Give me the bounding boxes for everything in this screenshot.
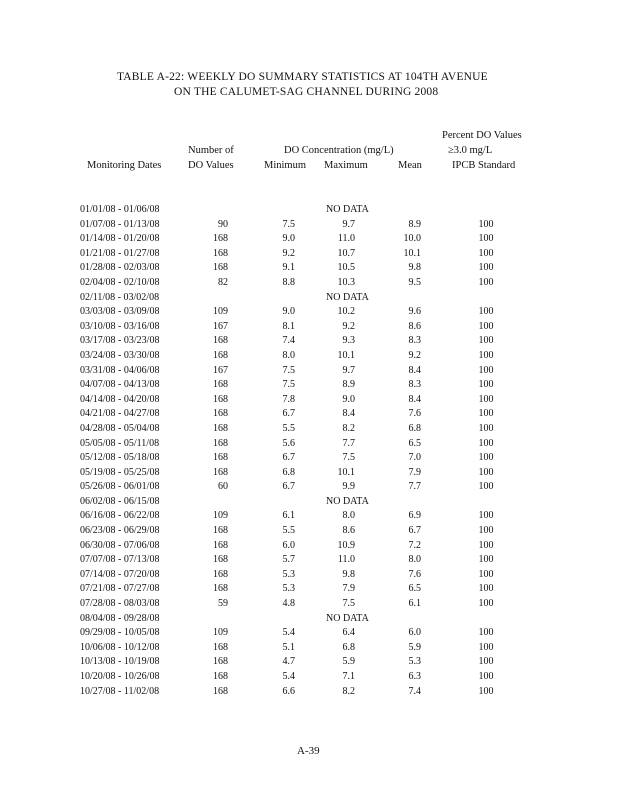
- monitoring-dates-cell: 07/14/08 - 07/20/08: [80, 568, 160, 580]
- minimum-cell: 7.5: [282, 218, 295, 230]
- minimum-cell: 6.6: [282, 685, 295, 697]
- maximum-cell: 7.9: [342, 583, 355, 595]
- maximum-cell: 10.7: [337, 247, 355, 259]
- data-table-body: [0, 203, 618, 699]
- mean-cell: 7.6: [408, 408, 421, 420]
- monitoring-dates-cell: 07/28/08 - 08/03/08: [80, 598, 160, 610]
- table-row: [0, 407, 618, 422]
- monitoring-dates-cell: 10/06/08 - 10/12/08: [80, 641, 160, 653]
- table-row: [0, 509, 618, 524]
- table-row: [0, 480, 618, 495]
- maximum-cell: 7.5: [342, 598, 355, 610]
- table-title-line-1: TABLE A-22: WEEKLY DO SUMMARY STATISTICS AT 104TH AVENUE: [117, 71, 488, 83]
- number-of-values-cell: 168: [213, 379, 228, 391]
- maximum-cell: 5.9: [342, 656, 355, 668]
- mean-cell: 8.6: [408, 320, 421, 332]
- table-row: [0, 320, 618, 335]
- percent-standard-cell: 100: [478, 466, 494, 478]
- number-of-values-cell: 90: [218, 218, 228, 230]
- number-of-values-cell: 168: [213, 393, 228, 405]
- number-of-values-cell: 109: [213, 627, 228, 639]
- number-of-values-cell: 168: [213, 408, 228, 420]
- minimum-cell: 9.2: [282, 247, 295, 259]
- monitoring-dates-cell: 03/24/08 - 03/30/08: [80, 349, 160, 361]
- percent-standard-cell: 100: [478, 568, 494, 580]
- monitoring-dates-cell: 06/02/08 - 06/15/08: [80, 495, 160, 507]
- maximum-cell: 9.8: [342, 568, 355, 580]
- table-row: [0, 364, 618, 379]
- mean-cell: 6.8: [408, 422, 421, 434]
- number-of-values-cell: 59: [218, 598, 228, 610]
- percent-standard-cell: 100: [478, 408, 494, 420]
- table-row: [0, 495, 618, 510]
- table-row: [0, 393, 618, 408]
- monitoring-dates-cell: 01/28/08 - 02/03/08: [80, 262, 160, 274]
- monitoring-dates-cell: 07/21/08 - 07/27/08: [80, 583, 160, 595]
- percent-standard-cell: 100: [478, 393, 494, 405]
- minimum-cell: 6.1: [282, 510, 295, 522]
- monitoring-dates-cell: 05/05/08 - 05/11/08: [80, 437, 160, 449]
- minimum-cell: 9.0: [282, 306, 295, 318]
- minimum-cell: 4.7: [282, 656, 295, 668]
- table-row: [0, 582, 618, 597]
- mean-cell: 10.0: [403, 233, 421, 245]
- minimum-cell: 5.3: [282, 568, 295, 580]
- monitoring-dates-cell: 08/04/08 - 09/28/08: [80, 612, 160, 624]
- header-percent-line-1: Percent DO Values: [442, 130, 522, 141]
- percent-standard-cell: 100: [478, 437, 494, 449]
- mean-cell: 6.9: [408, 510, 421, 522]
- header-number-line-1: Number of: [188, 145, 234, 156]
- header-minimum: Minimum: [264, 160, 307, 171]
- number-of-values-cell: 167: [213, 364, 228, 376]
- minimum-cell: 5.1: [282, 641, 295, 653]
- minimum-cell: 5.7: [282, 554, 295, 566]
- percent-standard-cell: 100: [478, 247, 494, 259]
- header-number-line-2: DO Values: [188, 160, 234, 171]
- mean-cell: 7.9: [408, 466, 421, 478]
- mean-cell: 6.0: [408, 627, 421, 639]
- table-row: [0, 466, 618, 481]
- monitoring-dates-cell: 04/21/08 - 04/27/08: [80, 408, 160, 420]
- mean-cell: 9.5: [408, 276, 421, 288]
- maximum-cell: 9.0: [342, 393, 355, 405]
- table-row: [0, 612, 618, 627]
- number-of-values-cell: 168: [213, 437, 228, 449]
- number-of-values-cell: 168: [213, 539, 228, 551]
- maximum-cell: 10.2: [337, 306, 355, 318]
- monitoring-dates-cell: 01/07/08 - 01/13/08: [80, 218, 160, 230]
- maximum-cell: 9.3: [342, 335, 355, 347]
- number-of-values-cell: 60: [218, 481, 228, 493]
- percent-standard-cell: 100: [478, 335, 494, 347]
- mean-cell: 9.6: [408, 306, 421, 318]
- percent-standard-cell: 100: [478, 510, 494, 522]
- monitoring-dates-cell: 02/11/08 - 03/02/08: [80, 291, 160, 303]
- percent-standard-cell: 100: [478, 481, 494, 493]
- mean-cell: 8.3: [408, 379, 421, 391]
- maximum-cell: 7.7: [342, 437, 355, 449]
- minimum-cell: 8.1: [282, 320, 295, 332]
- maximum-cell: 8.4: [342, 408, 355, 420]
- mean-cell: 9.2: [408, 349, 421, 361]
- percent-standard-cell: 100: [478, 685, 494, 697]
- table-row: [0, 305, 618, 320]
- maximum-cell: 7.1: [342, 671, 355, 682]
- maximum-cell: 9.7: [342, 364, 355, 376]
- mean-cell: 6.5: [408, 583, 421, 595]
- monitoring-dates-cell: 01/14/08 - 01/20/08: [80, 233, 160, 245]
- monitoring-dates-cell: 10/27/08 - 11/02/08: [80, 685, 160, 697]
- monitoring-dates-cell: 03/17/08 - 03/23/08: [80, 335, 160, 347]
- maximum-cell: 11.0: [337, 554, 355, 566]
- table-row: [0, 626, 618, 641]
- percent-standard-cell: 100: [478, 218, 494, 230]
- number-of-values-cell: 168: [213, 422, 228, 434]
- monitoring-dates-cell: 06/30/08 - 07/06/08: [80, 539, 160, 551]
- minimum-cell: 8.8: [282, 276, 295, 288]
- maximum-cell: 8.6: [342, 525, 355, 537]
- number-of-values-cell: 168: [213, 452, 228, 464]
- table-row: [0, 670, 618, 685]
- monitoring-dates-cell: 07/07/08 - 07/13/08: [80, 554, 160, 566]
- number-of-values-cell: 168: [213, 641, 228, 653]
- mean-cell: 7.0: [408, 452, 421, 464]
- percent-standard-cell: 100: [478, 525, 494, 537]
- monitoring-dates-cell: 09/29/08 - 10/05/08: [80, 627, 160, 639]
- monitoring-dates-cell: 02/04/08 - 02/10/08: [80, 276, 160, 288]
- no-data-cell: NO DATA: [326, 291, 369, 303]
- maximum-cell: 6.8: [342, 641, 355, 653]
- number-of-values-cell: 168: [213, 656, 228, 668]
- mean-cell: 8.3: [408, 335, 421, 347]
- table-row: [0, 437, 618, 452]
- mean-cell: 7.4: [408, 685, 421, 697]
- monitoring-dates-cell: 10/13/08 - 10/19/08: [80, 656, 160, 668]
- table-row: [0, 451, 618, 466]
- monitoring-dates-cell: 03/31/08 - 04/06/08: [80, 364, 160, 376]
- percent-standard-cell: 100: [478, 452, 494, 464]
- mean-cell: 5.9: [408, 641, 421, 653]
- table-title-line-2: ON THE CALUMET-SAG CHANNEL DURING 2008: [174, 86, 439, 98]
- number-of-values-cell: 167: [213, 320, 228, 332]
- minimum-cell: 8.0: [282, 349, 295, 361]
- percent-standard-cell: 100: [478, 627, 494, 639]
- table-row: [0, 218, 618, 233]
- minimum-cell: 6.7: [282, 481, 295, 493]
- percent-standard-cell: 100: [478, 349, 494, 361]
- maximum-cell: 11.0: [337, 233, 355, 245]
- percent-standard-cell: 100: [478, 276, 494, 288]
- monitoring-dates-cell: 01/01/08 - 01/06/08: [80, 204, 160, 215]
- minimum-cell: 5.4: [282, 671, 295, 682]
- maximum-cell: 9.2: [342, 320, 355, 332]
- table-row: [0, 553, 618, 568]
- monitoring-dates-cell: 03/10/08 - 03/16/08: [80, 320, 160, 332]
- number-of-values-cell: 168: [213, 554, 228, 566]
- number-of-values-cell: 82: [218, 276, 228, 288]
- percent-standard-cell: 100: [478, 320, 494, 332]
- mean-cell: 9.8: [408, 262, 421, 274]
- percent-standard-cell: 100: [478, 583, 494, 595]
- header-monitoring-dates: Monitoring Dates: [87, 160, 162, 171]
- mean-cell: 7.2: [408, 539, 421, 551]
- percent-standard-cell: 100: [478, 364, 494, 376]
- minimum-cell: 7.5: [282, 364, 295, 376]
- percent-standard-cell: 100: [478, 641, 494, 653]
- table-row: [0, 539, 618, 554]
- maximum-cell: 8.2: [342, 422, 355, 434]
- number-of-values-cell: 168: [213, 247, 228, 259]
- minimum-cell: 5.5: [282, 525, 295, 537]
- maximum-cell: 8.0: [342, 510, 355, 522]
- number-of-values-cell: 168: [213, 233, 228, 245]
- percent-standard-cell: 100: [478, 656, 494, 668]
- mean-cell: 7.6: [408, 568, 421, 580]
- monitoring-dates-cell: 06/16/08 - 06/22/08: [80, 510, 160, 522]
- monitoring-dates-cell: 04/28/08 - 05/04/08: [80, 422, 160, 434]
- monitoring-dates-cell: 01/21/08 - 01/27/08: [80, 247, 160, 259]
- table-row: [0, 685, 618, 700]
- percent-standard-cell: 100: [478, 671, 494, 682]
- monitoring-dates-cell: 04/14/08 - 04/20/08: [80, 393, 160, 405]
- header-maximum: Maximum: [324, 160, 368, 171]
- percent-standard-cell: 100: [478, 233, 494, 245]
- minimum-cell: 5.4: [282, 627, 295, 639]
- minimum-cell: 5.3: [282, 583, 295, 595]
- monitoring-dates-cell: 05/12/08 - 05/18/08: [80, 452, 160, 464]
- mean-cell: 8.4: [408, 393, 421, 405]
- minimum-cell: 6.7: [282, 452, 295, 464]
- number-of-values-cell: 168: [213, 685, 228, 697]
- minimum-cell: 5.6: [282, 437, 295, 449]
- monitoring-dates-cell: 06/23/08 - 06/29/08: [80, 525, 160, 537]
- mean-cell: 6.7: [408, 525, 421, 537]
- mean-cell: 10.1: [403, 247, 421, 259]
- maximum-cell: 9.7: [342, 218, 355, 230]
- percent-standard-cell: 100: [478, 379, 494, 391]
- monitoring-dates-cell: 05/19/08 - 05/25/08: [80, 466, 160, 478]
- no-data-cell: NO DATA: [326, 495, 369, 507]
- minimum-cell: 7.5: [282, 379, 295, 391]
- maximum-cell: 10.3: [337, 276, 355, 288]
- minimum-cell: 9.0: [282, 233, 295, 245]
- minimum-cell: 6.0: [282, 539, 295, 551]
- maximum-cell: 10.5: [337, 262, 355, 274]
- percent-standard-cell: 100: [478, 306, 494, 318]
- table-row: [0, 232, 618, 247]
- mean-cell: 8.0: [408, 554, 421, 566]
- percent-standard-cell: 100: [478, 598, 494, 610]
- maximum-cell: 10.1: [337, 466, 355, 478]
- monitoring-dates-cell: 04/07/08 - 04/13/08: [80, 379, 160, 391]
- table-row: [0, 655, 618, 670]
- percent-standard-cell: 100: [478, 554, 494, 566]
- table-row: [0, 597, 618, 612]
- minimum-cell: 7.8: [282, 393, 295, 405]
- table-row: [0, 422, 618, 437]
- number-of-values-cell: 109: [213, 510, 228, 522]
- no-data-cell: NO DATA: [326, 204, 369, 215]
- percent-standard-cell: 100: [478, 422, 494, 434]
- percent-standard-cell: 100: [478, 539, 494, 551]
- minimum-cell: 5.5: [282, 422, 295, 434]
- number-of-values-cell: 168: [213, 568, 228, 580]
- mean-cell: 8.9: [408, 218, 421, 230]
- header-percent-line-3: IPCB Standard: [452, 160, 516, 171]
- mean-cell: 5.3: [408, 656, 421, 668]
- minimum-cell: 4.8: [282, 598, 295, 610]
- table-row: [0, 247, 618, 262]
- percent-standard-cell: 100: [478, 262, 494, 274]
- monitoring-dates-cell: 05/26/08 - 06/01/08: [80, 481, 160, 493]
- minimum-cell: 7.4: [282, 335, 295, 347]
- number-of-values-cell: 168: [213, 671, 228, 682]
- mean-cell: 6.1: [408, 598, 421, 610]
- table-row: [0, 334, 618, 349]
- maximum-cell: 9.9: [342, 481, 355, 493]
- mean-cell: 6.5: [408, 437, 421, 449]
- number-of-values-cell: 109: [213, 306, 228, 318]
- table-row: [0, 378, 618, 393]
- table-row: [0, 568, 618, 583]
- number-of-values-cell: 168: [213, 262, 228, 274]
- table-row: [0, 291, 618, 306]
- table-row: [0, 524, 618, 539]
- number-of-values-cell: 168: [213, 466, 228, 478]
- page-number: A-39: [297, 745, 320, 757]
- number-of-values-cell: 168: [213, 349, 228, 361]
- minimum-cell: 6.8: [282, 466, 295, 478]
- number-of-values-cell: 168: [213, 525, 228, 537]
- table-row: [0, 349, 618, 364]
- table-row: [0, 203, 618, 218]
- maximum-cell: 6.4: [342, 627, 355, 639]
- maximum-cell: 7.5: [342, 452, 355, 464]
- number-of-values-cell: 168: [213, 583, 228, 595]
- minimum-cell: 6.7: [282, 408, 295, 420]
- maximum-cell: 8.2: [342, 685, 355, 697]
- table-row: [0, 276, 618, 291]
- monitoring-dates-cell: 03/03/08 - 03/09/08: [80, 306, 160, 318]
- mean-cell: 7.7: [408, 481, 421, 493]
- monitoring-dates-cell: 10/20/08 - 10/26/08: [80, 671, 160, 682]
- header-concentration: DO Concentration (mg/L): [284, 145, 394, 156]
- maximum-cell: 10.1: [337, 349, 355, 361]
- maximum-cell: 10.9: [337, 539, 355, 551]
- header-percent-line-2: ≥3.0 mg/L: [448, 145, 493, 156]
- table-row: [0, 261, 618, 276]
- mean-cell: 8.4: [408, 364, 421, 376]
- maximum-cell: 8.9: [342, 379, 355, 391]
- mean-cell: 6.3: [408, 671, 421, 682]
- table-row: [0, 641, 618, 656]
- number-of-values-cell: 168: [213, 335, 228, 347]
- header-mean: Mean: [398, 160, 422, 171]
- minimum-cell: 9.1: [282, 262, 295, 274]
- no-data-cell: NO DATA: [326, 612, 369, 624]
